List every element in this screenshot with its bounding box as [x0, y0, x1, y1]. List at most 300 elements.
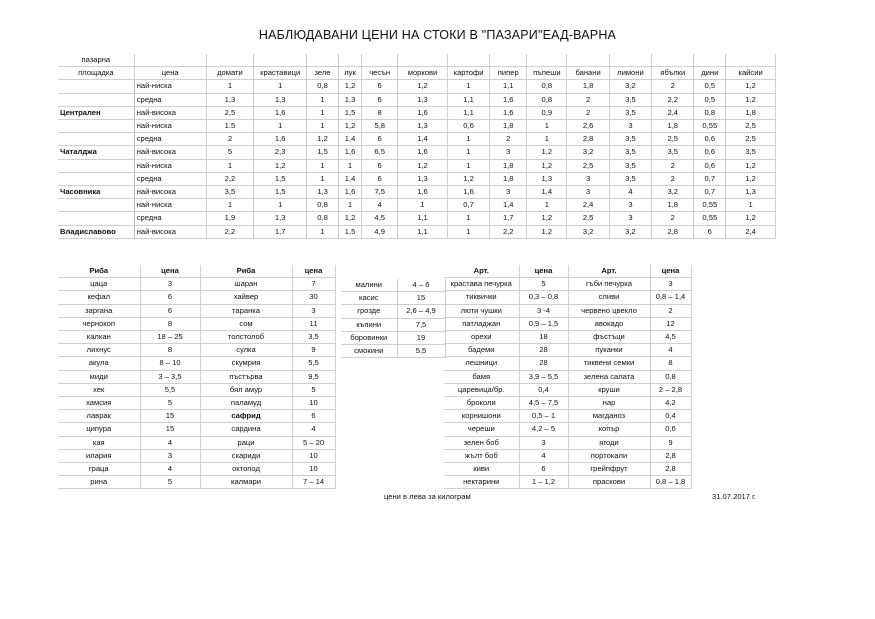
price-cell: 5,5	[397, 345, 445, 358]
market-name	[58, 172, 134, 185]
item-name: скумрия	[200, 357, 292, 370]
table-row	[58, 80, 776, 93]
table-row	[444, 410, 691, 423]
price-cell: 1	[398, 199, 448, 212]
fish-price-table	[58, 265, 336, 489]
price-cell: 1,9	[206, 212, 254, 225]
item-name: ягоди	[568, 436, 650, 449]
table-row	[58, 410, 335, 423]
price-cell: 0,4	[519, 383, 568, 396]
item-name: грозде	[341, 305, 397, 318]
table-row	[58, 463, 335, 476]
table-row	[444, 449, 691, 462]
price-cell: 1,3	[254, 212, 307, 225]
item-name: лешници	[444, 357, 519, 370]
price-cell: 2	[490, 133, 527, 146]
table-row	[58, 370, 335, 383]
table-row	[444, 463, 691, 476]
item-name: сардина	[200, 423, 292, 436]
price-cell: 7	[292, 278, 335, 291]
price-cell: 1,8	[567, 80, 609, 93]
item-name: кая	[58, 436, 140, 449]
table-row	[58, 423, 335, 436]
column-header: пъпеши	[527, 67, 567, 80]
price-cell: 6	[519, 463, 568, 476]
column-header: лимони	[609, 67, 651, 80]
price-cell: 9	[650, 436, 691, 449]
item-name: кефал	[58, 291, 140, 304]
price-cell: 2,2	[490, 225, 527, 238]
column-header: цена	[140, 265, 200, 278]
market-name	[58, 80, 134, 93]
item-name: калкан	[58, 331, 140, 344]
price-cell: 4,5 – 7,5	[519, 397, 568, 410]
item-name: сливи	[568, 291, 650, 304]
price-cell: 0,7	[694, 172, 726, 185]
price-level: средна	[134, 93, 206, 106]
price-cell: 1	[527, 133, 567, 146]
item-name: грейпфрут	[568, 463, 650, 476]
price-cell: 3,5	[726, 146, 776, 159]
price-cell: 6	[362, 133, 398, 146]
price-cell: 6	[140, 304, 200, 317]
table-row	[58, 146, 776, 159]
table-row	[58, 449, 335, 462]
price-level: най-висока	[134, 186, 206, 199]
price-cell: 18 – 25	[140, 331, 200, 344]
price-cell: 6	[362, 159, 398, 172]
market-price-table	[58, 54, 776, 239]
price-cell: 0,8	[650, 370, 691, 383]
price-cell: 2	[652, 80, 694, 93]
price-cell: 2,4	[726, 225, 776, 238]
price-cell: 0,55	[694, 199, 726, 212]
item-name: праскови	[568, 476, 650, 489]
price-cell: 0,55	[694, 120, 726, 133]
price-cell: 5	[140, 476, 200, 489]
price-cell: 2	[652, 172, 694, 185]
price-cell: 0,8	[307, 199, 339, 212]
price-cell: 2,6 – 4,9	[397, 305, 445, 318]
price-cell: 2,5	[206, 106, 254, 119]
item-name: миди	[58, 370, 140, 383]
price-cell: 3,9 – 5,5	[519, 370, 568, 383]
price-cell: 1,3	[726, 186, 776, 199]
price-cell: 3,5	[206, 186, 254, 199]
table-row	[58, 291, 335, 304]
table-row	[444, 317, 691, 330]
table-row	[58, 344, 335, 357]
price-cell: 1,5	[338, 225, 361, 238]
price-cell: 0,3 – 0,8	[519, 291, 568, 304]
price-cell: 0,8 – 1,4	[650, 291, 691, 304]
price-cell: 10	[292, 449, 335, 462]
column-header: цена	[519, 265, 568, 278]
price-level: най-ниска	[134, 120, 206, 133]
item-name: фъстъци	[568, 331, 650, 344]
price-cell: 1	[527, 199, 567, 212]
item-name: цаца	[58, 278, 140, 291]
price-cell: 0,6	[650, 423, 691, 436]
price-level: средна	[134, 172, 206, 185]
price-cell: 2,5	[567, 212, 609, 225]
price-cell: 5	[292, 383, 335, 396]
price-cell: 4,2 – 5	[519, 423, 568, 436]
table-row	[444, 397, 691, 410]
blank-cell	[134, 54, 206, 67]
item-name: жълт боб	[444, 449, 519, 462]
price-cell: 1,4	[398, 133, 448, 146]
item-name: краставa печурка	[444, 278, 519, 291]
price-level: най-ниска	[134, 199, 206, 212]
price-cell: 1,1	[447, 106, 489, 119]
blank-cell	[652, 54, 694, 67]
table-row	[444, 476, 691, 489]
table-row	[58, 476, 335, 489]
price-cell: 1,6	[490, 93, 527, 106]
price-cell: 2,8	[650, 449, 691, 462]
price-cell: 3,5	[609, 146, 651, 159]
item-name: боровинки	[341, 331, 397, 344]
header-row	[58, 67, 776, 80]
table-row	[58, 172, 776, 185]
price-cell: 1,2	[527, 212, 567, 225]
price-cell: 2,5	[726, 120, 776, 133]
blank-cell	[447, 54, 489, 67]
item-name: сом	[200, 317, 292, 330]
price-level: средна	[134, 133, 206, 146]
price-cell: 1,6	[338, 186, 361, 199]
price-cell: 0,5 – 1	[519, 410, 568, 423]
table-row	[444, 278, 691, 291]
price-cell: 3	[490, 146, 527, 159]
price-cell: 1,6	[254, 133, 307, 146]
price-cell: 1,6	[490, 106, 527, 119]
price-cell: 0,8	[527, 80, 567, 93]
item-name: пуканки	[568, 344, 650, 357]
table-row	[341, 305, 445, 318]
item-name: нар	[568, 397, 650, 410]
price-cell: 1,1	[490, 80, 527, 93]
column-header: чесън	[362, 67, 398, 80]
price-cell: 4	[292, 423, 335, 436]
price-level-header: цена	[134, 67, 206, 80]
price-cell: 3,5	[292, 331, 335, 344]
price-level: най-ниска	[134, 159, 206, 172]
column-header: цена	[292, 265, 335, 278]
item-name: паламуд	[200, 397, 292, 410]
price-cell: 1,7	[254, 225, 307, 238]
column-header: домати	[206, 67, 254, 80]
item-name: гъби печурка	[568, 278, 650, 291]
item-name: корнишони	[444, 410, 519, 423]
table-row	[444, 370, 691, 383]
market-name	[58, 212, 134, 225]
table-row	[444, 291, 691, 304]
item-name: копър	[568, 423, 650, 436]
price-cell: 2,4	[652, 106, 694, 119]
price-cell: 1	[527, 120, 567, 133]
price-cell: 1,2	[527, 159, 567, 172]
price-cell: 1	[206, 199, 254, 212]
price-cell: 1	[307, 120, 339, 133]
price-cell: 3,5	[609, 93, 651, 106]
price-level: най-ниска	[134, 80, 206, 93]
price-cell: 0,6	[447, 120, 489, 133]
price-level: средна	[134, 212, 206, 225]
price-cell: 3	[567, 172, 609, 185]
price-cell: 2	[567, 93, 609, 106]
price-cell: 4,2	[650, 397, 691, 410]
price-cell: 1,2	[447, 172, 489, 185]
price-cell: 1,2	[398, 159, 448, 172]
price-cell: 1	[447, 133, 489, 146]
price-cell: 3,2	[609, 80, 651, 93]
price-cell: 1,2	[726, 93, 776, 106]
item-name: илария	[58, 449, 140, 462]
price-cell: 0,9 – 1,5	[519, 317, 568, 330]
price-cell: 1,2	[398, 80, 448, 93]
price-cell: 2,5	[567, 159, 609, 172]
blank-cell	[206, 54, 254, 67]
table-row	[444, 331, 691, 344]
table-row	[341, 292, 445, 305]
item-name: зелен боб	[444, 436, 519, 449]
column-header: краставици	[254, 67, 307, 80]
price-cell: 3	[292, 304, 335, 317]
price-cell: 4,5	[362, 212, 398, 225]
price-cell: 2,2	[652, 93, 694, 106]
price-cell: 1,8	[490, 159, 527, 172]
column-header: лук	[338, 67, 361, 80]
table-row	[444, 344, 691, 357]
price-cell: 1 – 1,2	[519, 476, 568, 489]
price-cell: 9	[292, 344, 335, 357]
price-cell: 15	[397, 292, 445, 305]
price-cell: 1	[206, 80, 254, 93]
price-cell: 6	[362, 93, 398, 106]
price-cell: 5,5	[140, 383, 200, 396]
table-row	[58, 212, 776, 225]
column-header: Арт.	[444, 265, 519, 278]
price-cell: 7,5	[362, 186, 398, 199]
price-cell: 1,3	[206, 93, 254, 106]
price-cell: 18	[519, 331, 568, 344]
price-cell: 3	[490, 186, 527, 199]
price-cell: 1,2	[726, 172, 776, 185]
price-cell: 4	[519, 449, 568, 462]
price-cell: 1	[307, 225, 339, 238]
item-name: рина	[58, 476, 140, 489]
price-cell: 3,2	[609, 225, 651, 238]
item-name: сулка	[200, 344, 292, 357]
price-cell: 4	[140, 463, 200, 476]
price-cell: 1,2	[527, 225, 567, 238]
price-cell: 15	[140, 423, 200, 436]
market-name: Централен	[58, 106, 134, 119]
column-header: ябълки	[652, 67, 694, 80]
price-cell: 6	[362, 80, 398, 93]
price-cell: 8	[362, 106, 398, 119]
price-cell: 3,5	[609, 133, 651, 146]
price-cell: 2,2	[206, 225, 254, 238]
price-cell: 8	[140, 344, 200, 357]
price-cell: 1	[307, 159, 339, 172]
price-cell: 3	[567, 186, 609, 199]
price-cell: 2,2	[206, 172, 254, 185]
item-name: царевица/бр.	[444, 383, 519, 396]
table-row	[341, 331, 445, 344]
price-cell: 1,6	[398, 146, 448, 159]
price-cell: 2,8	[650, 463, 691, 476]
table-row	[58, 317, 335, 330]
price-cell: 1,4	[490, 199, 527, 212]
report-date: 31.07.2017 г.	[712, 492, 757, 501]
price-cell: 4 – 6	[397, 279, 445, 292]
table-row	[58, 436, 335, 449]
column-header: цена	[650, 265, 691, 278]
price-cell: 1	[338, 159, 361, 172]
price-cell: 9,5	[292, 370, 335, 383]
price-cell: 1	[254, 120, 307, 133]
price-cell: 5	[519, 278, 568, 291]
price-cell: 4,5	[650, 331, 691, 344]
item-name: октопод	[200, 463, 292, 476]
item-name: червено цвекло	[568, 304, 650, 317]
price-cell: 1	[254, 199, 307, 212]
market-name: Владиславово	[58, 225, 134, 238]
price-cell: 1	[447, 146, 489, 159]
item-name: бамя	[444, 370, 519, 383]
price-cell: 1	[307, 93, 339, 106]
price-cell: 1,6	[447, 186, 489, 199]
price-cell: 1,6	[398, 186, 448, 199]
column-header: моркови	[398, 67, 448, 80]
table-row	[58, 397, 335, 410]
item-name: хамсия	[58, 397, 140, 410]
column-header: картофи	[447, 67, 489, 80]
price-cell: 2,6	[567, 120, 609, 133]
table-row	[444, 304, 691, 317]
header-row	[58, 54, 776, 67]
table-row	[341, 345, 445, 358]
blank-cell	[362, 54, 398, 67]
column-header: Риба	[200, 265, 292, 278]
price-cell: 1,3	[398, 172, 448, 185]
price-cell: 1,2	[338, 120, 361, 133]
market-name: Чаталджа	[58, 146, 134, 159]
table-row	[58, 120, 776, 133]
price-cell: 0,6	[694, 159, 726, 172]
price-cell: 0,6	[694, 146, 726, 159]
price-cell: 3	[650, 278, 691, 291]
header-row	[444, 265, 691, 278]
item-name: пъстърва	[200, 370, 292, 383]
blank-cell	[567, 54, 609, 67]
table-row	[341, 279, 445, 292]
item-name: ципура	[58, 423, 140, 436]
price-cell: 6	[694, 225, 726, 238]
price-cell: 0,7	[447, 199, 489, 212]
price-cell: 1	[726, 199, 776, 212]
price-cell: 6	[140, 291, 200, 304]
price-cell: 3 – 3,5	[140, 370, 200, 383]
price-cell: 12	[650, 317, 691, 330]
item-name: малини	[341, 279, 397, 292]
price-cell: 5	[206, 146, 254, 159]
column-header: Риба	[58, 265, 140, 278]
price-cell: 7 – 14	[292, 476, 335, 489]
item-name: чернокоп	[58, 317, 140, 330]
price-cell: 1,2	[338, 80, 361, 93]
price-cell: 2	[206, 133, 254, 146]
price-cell: 11	[292, 317, 335, 330]
column-header: Арт.	[568, 265, 650, 278]
column-header: пипер	[490, 67, 527, 80]
price-cell: 1	[254, 80, 307, 93]
price-cell: 2	[652, 159, 694, 172]
price-cell: 1,5	[338, 106, 361, 119]
price-cell: 3,2	[652, 186, 694, 199]
blank-cell	[307, 54, 339, 67]
price-cell: 1,1	[398, 212, 448, 225]
price-cell: 3,2	[567, 146, 609, 159]
market-name	[58, 120, 134, 133]
column-header: банани	[567, 67, 609, 80]
articles-price-table	[444, 265, 692, 489]
item-name: акула	[58, 357, 140, 370]
price-cell: 3	[609, 120, 651, 133]
blank-cell	[398, 54, 448, 67]
price-cell: 4	[362, 199, 398, 212]
item-name: патладжан	[444, 317, 519, 330]
table-row	[58, 159, 776, 172]
price-cell: 3	[609, 199, 651, 212]
item-name: сафрид	[200, 410, 292, 423]
table-row	[58, 93, 776, 106]
price-cell: 1,8	[726, 106, 776, 119]
price-cell: 3,5	[652, 146, 694, 159]
item-name: хек	[58, 383, 140, 396]
blank-cell	[490, 54, 527, 67]
price-cell: 6	[292, 410, 335, 423]
item-name: тиквички	[444, 291, 519, 304]
table-row	[58, 357, 335, 370]
column-header: дини	[694, 67, 726, 80]
price-cell: 1,2	[338, 212, 361, 225]
price-cell: 1,2	[726, 80, 776, 93]
table-row	[444, 436, 691, 449]
price-cell: 10	[292, 397, 335, 410]
blank-cell	[338, 54, 361, 67]
price-cell: 5	[140, 397, 200, 410]
blank-cell	[694, 54, 726, 67]
item-name: люти чушки	[444, 304, 519, 317]
table-row	[58, 331, 335, 344]
table-row	[58, 199, 776, 212]
item-name: касис	[341, 292, 397, 305]
price-cell: 6	[362, 172, 398, 185]
price-cell: 1,3	[254, 93, 307, 106]
price-cell: 1,4	[527, 186, 567, 199]
price-cell: 4	[140, 436, 200, 449]
price-cell: 4,9	[362, 225, 398, 238]
item-name: киви	[444, 463, 519, 476]
price-cell: 0,9	[527, 106, 567, 119]
blank-cell	[254, 54, 307, 67]
price-cell: 0,7	[694, 186, 726, 199]
price-cell: 2,5	[726, 133, 776, 146]
